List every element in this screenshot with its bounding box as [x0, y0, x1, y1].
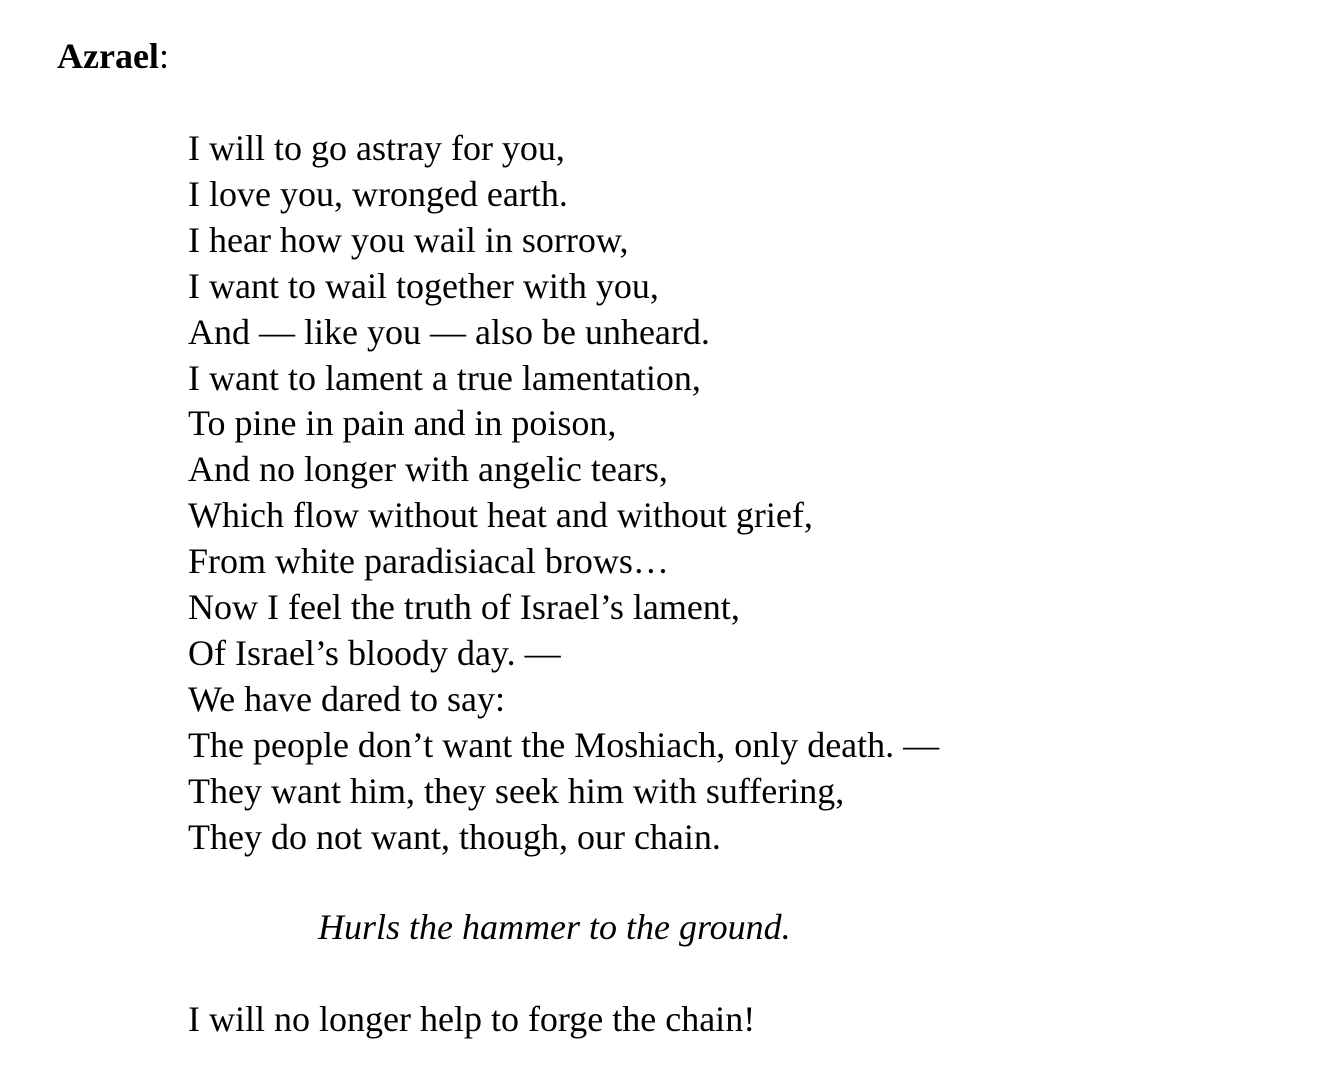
speaker-colon: : — [158, 36, 169, 76]
verse-line: They want him, they seek him with suffering, — [188, 770, 845, 811]
verse-line: Which flow without heat and without grief, — [188, 495, 813, 536]
speaker-name: Azrael — [57, 36, 159, 76]
verse-line: I will to go astray for you, — [188, 128, 565, 168]
verse-line: Now I feel the truth of Israel’s lament, — [188, 587, 740, 628]
verse-line: We have dared to say: — [188, 678, 505, 719]
final-verse-line: I will no longer help to forge the chain! — [188, 999, 756, 1039]
speaker-heading — [57, 36, 169, 76]
verse-block — [188, 126, 939, 861]
verse-line: Of Israel’s bloody day. — — [188, 632, 561, 673]
verse-line: I want to lament a true lamentation, — [188, 357, 701, 398]
stage-direction: Hurls the hammer to the ground. — [318, 907, 791, 947]
verse-line: I hear how you wail in sorrow, — [188, 219, 629, 260]
verse-line: The people don’t want the Moshiach, only death. — — [188, 724, 940, 765]
verse-line: From white paradisiacal brows… — [188, 541, 669, 582]
verse-line: I love you, wronged earth. — [188, 173, 568, 214]
verse-line: They do not want, though, our chain. — [188, 816, 721, 857]
verse-line: And no longer with angelic tears, — [188, 449, 668, 490]
verse-line: To pine in pain and in poison, — [188, 403, 617, 444]
verse-line: And — like you — also be unheard. — [188, 311, 710, 352]
verse-line: I want to wail together with you, — [188, 265, 659, 306]
